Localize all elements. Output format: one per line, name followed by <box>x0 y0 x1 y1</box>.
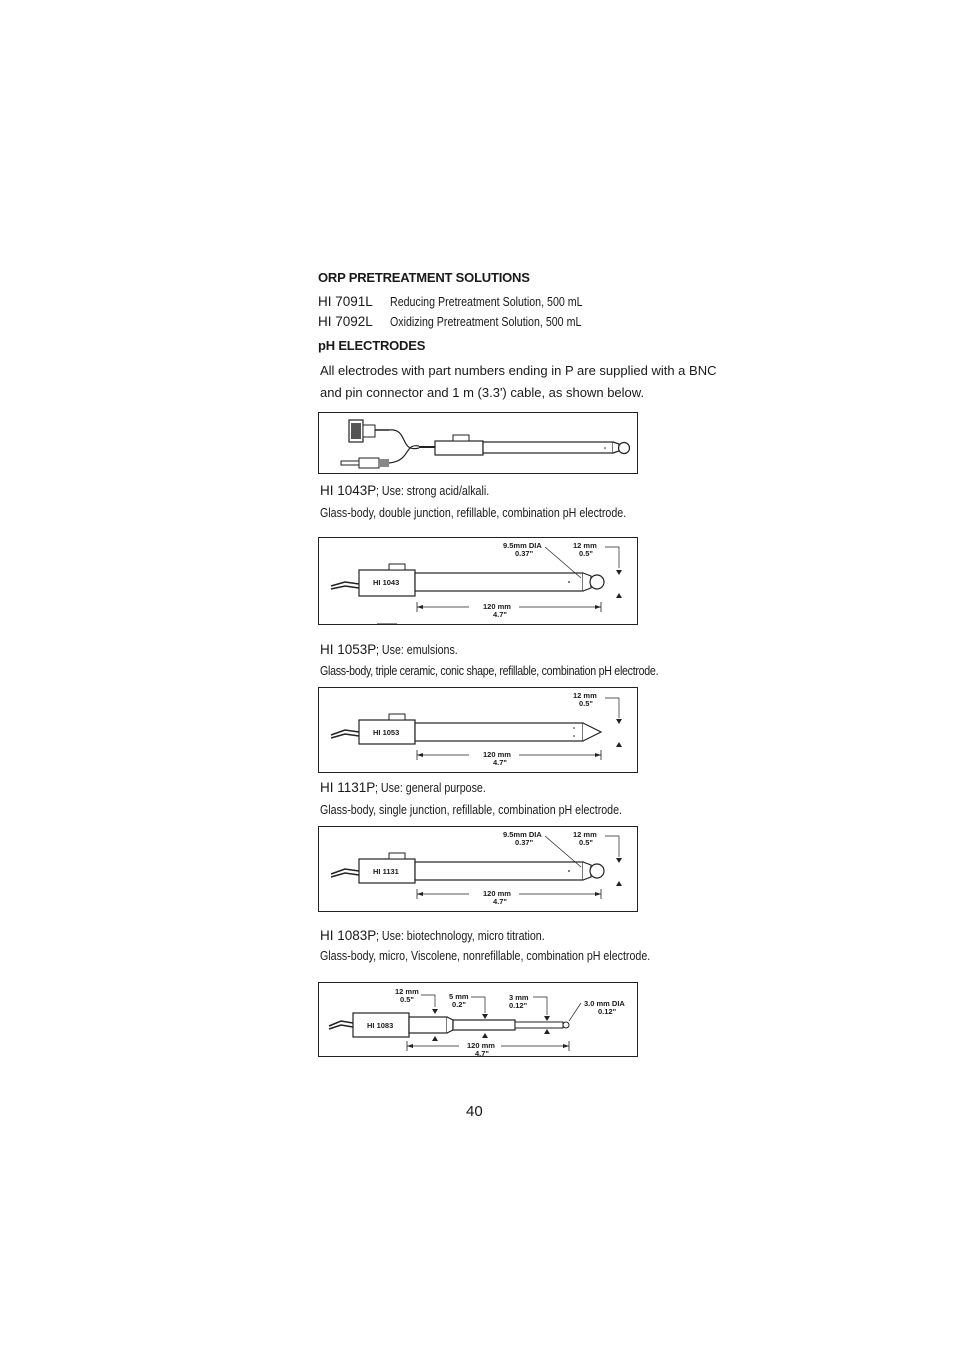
electrode-figure-hi1083 <box>318 982 638 1057</box>
cable-connector-figure <box>318 412 638 474</box>
electrode-desc: Glass-body, single junction, refillable, combination pH electrode. <box>320 802 623 817</box>
electrode-figure-hi1043 <box>318 537 638 625</box>
length-in-label: 4.7" <box>493 610 507 619</box>
electrode-body-label: HI 1053 <box>373 728 400 737</box>
electrode-title <box>320 642 476 657</box>
electrode-desc: Glass-body, double junction, refillable, combination pH electrode. <box>320 505 627 520</box>
dim2-in-label: 0.2" <box>452 1000 466 1009</box>
ph-heading: pH ELECTRODES <box>318 338 426 353</box>
dim1-in-label: 0.5" <box>400 995 414 1004</box>
electrode-figure-hi1053 <box>318 687 638 773</box>
electrode-desc: Glass-body, triple ceramic, conic shape, refillable, combination pH electrode. <box>320 663 659 678</box>
length-mm-label: 120 mm <box>483 750 511 759</box>
diameter-mm-label: 9.5mm DIA <box>503 830 542 839</box>
orp-item-code: HI 7091L <box>318 294 373 309</box>
tip-mm-label: 12 mm <box>573 830 597 839</box>
ph-intro-line: and pin connector and 1 m (3.3') cable, as shown below. <box>320 385 645 400</box>
dim3-mm-label: 3 mm <box>509 993 529 1002</box>
electrode-code: HI 1043P <box>320 483 377 498</box>
diameter-mm-label: 9.5mm DIA <box>503 541 542 550</box>
length-mm-label: 120 mm <box>483 602 511 611</box>
tip-in-label: 0.5" <box>579 838 593 847</box>
orp-heading: ORP PRETREATMENT SOLUTIONS <box>318 270 530 285</box>
electrode-code: HI 1131P <box>320 780 376 795</box>
electrode-use: ; Use: strong acid/alkali. <box>376 483 490 498</box>
diameter-in-label: 0.37" <box>515 838 534 847</box>
electrode-use: ; Use: biotechnology, micro titration. <box>376 928 545 943</box>
tip-mm-label: 12 mm <box>573 541 597 550</box>
dim2-mm-label: 5 mm <box>449 992 469 1001</box>
length-in-label: 4.7" <box>493 758 507 767</box>
electrode-title <box>320 483 514 498</box>
orp-item-code: HI 7092L <box>318 314 373 329</box>
length-in-label: 4.7" <box>493 897 507 906</box>
electrode-title <box>320 780 510 795</box>
diameter-in-label: 0.37" <box>515 549 534 558</box>
cable-connector-drawing <box>319 413 639 475</box>
orp-item-desc: Oxidizing Pretreatment Solution, 500 mL <box>390 314 582 329</box>
electrode-body-label: HI 1083 <box>367 1021 394 1030</box>
electrode-body-label: HI 1043 <box>373 578 400 587</box>
length-in-label: 4.7" <box>475 1049 489 1058</box>
electrode-use: ; Use: general purpose. <box>375 780 487 795</box>
electrode-figure-hi1131 <box>318 826 638 912</box>
tip-dia-in-label: 0.12" <box>598 1007 617 1016</box>
orp-item-desc: Reducing Pretreatment Solution, 500 mL <box>390 294 583 309</box>
electrode-desc: Glass-body, micro, Viscolene, nonrefillable, combination pH electrode. <box>320 948 651 963</box>
ph-intro-line: All electrodes with part numbers ending in P are supplied with a BNC <box>320 363 717 378</box>
tip-mm-label: 12 mm <box>573 691 597 700</box>
dim1-mm-label: 12 mm <box>395 987 419 996</box>
page-number: 40 <box>466 1103 483 1120</box>
length-mm-label: 120 mm <box>467 1041 495 1050</box>
tip-in-label: 0.5" <box>579 549 593 558</box>
length-mm-label: 120 mm <box>483 889 511 898</box>
electrode-use: ; Use: emulsions. <box>376 642 459 657</box>
dim3-in-label: 0.12" <box>509 1001 528 1010</box>
electrode-code: HI 1083P <box>320 928 377 943</box>
electrode-title <box>320 928 582 943</box>
tip-in-label: 0.5" <box>579 699 593 708</box>
tip-dia-mm-label: 3.0 mm DIA <box>584 999 625 1008</box>
electrode-body-label: HI 1131 <box>373 867 399 876</box>
electrode-code: HI 1053P <box>320 642 377 657</box>
